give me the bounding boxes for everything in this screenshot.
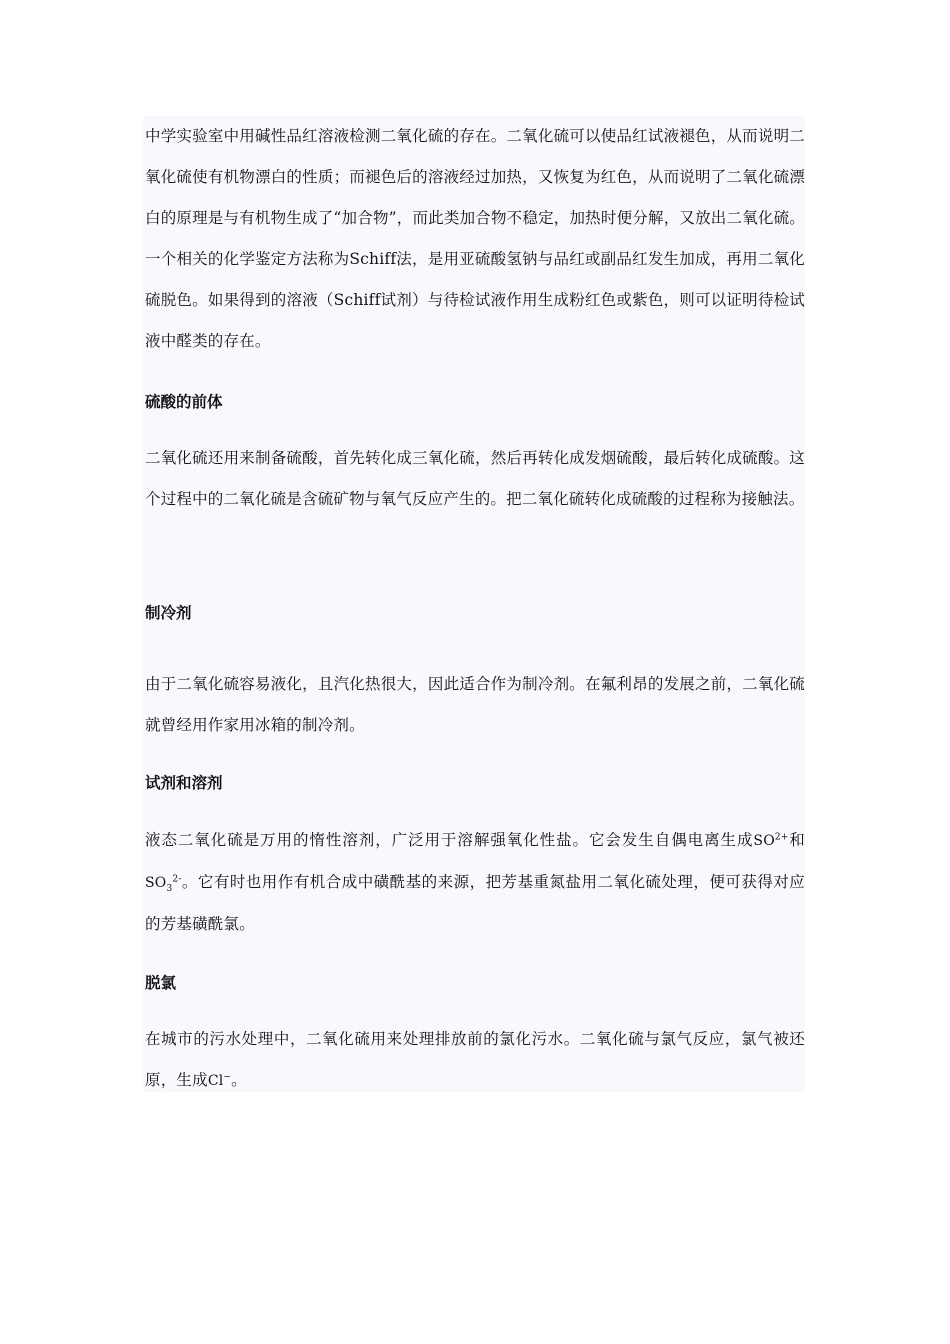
section-body-dechlorination — [145, 1019, 805, 1102]
and-word: 和 — [788, 831, 806, 849]
section-heading-reagent-and-solvent: 试剂和溶剂 — [145, 774, 223, 792]
chloride-ion-formula: Cl− — [207, 1072, 232, 1089]
dechlorination-text-part1: 在城市的污水处理中，二氧化硫用来处理排放前的氯化污水。二氧化硫与氯气反应，氯气被还原，生成 — [145, 1030, 805, 1089]
dechlorination-text-part2: 。 — [231, 1071, 247, 1089]
section-heading-refrigerant: 制冷剂 — [145, 604, 192, 622]
section-heading-dechlorination: 脱氯 — [145, 974, 177, 992]
intro-paragraph: 中学实验室中用碱性品红溶液检测二氧化硫的存在。二氧化硫可以使品红试液褪色，从而说明二氧化硫使有机物漂白的性质；而褪色后的溶液经过加热，又恢复为红色，从而说明了二氧化硫漂白的原理是与有机物生成了“加合物”，而此类加合物不稳定，加热时便分解，又放出二氧化硫。一个相关的化学鉴定方法称为Schiff法，是用亚硫酸氢钠与品红或副品红发生加成，再用二氧化硫脱色。如果得到的溶液（Schiff试剂）与待检试液作用生成粉红色或紫色，则可以证明待检试液中醛类的存在。 — [145, 127, 805, 350]
so-ion-formula: $SO^{2+}$ — [753, 832, 789, 849]
reagent-text-part1: 液态二氧化硫是万用的惰性溶剂，广泛用于溶解强氧化性盐。它会发生自偶电离生成 — [145, 831, 754, 849]
section-body-refrigerant: 由于二氧化硫容易液化，且汽化热很大，因此适合作为制冷剂。在氟利昂的发展之前，二氧化硫就曾经用作家用冰箱的制冷剂。 — [145, 675, 805, 734]
so3-ion-formula: $SO_3^{2-}$ — [145, 874, 182, 894]
section-heading-sulfuric-acid-precursor: 硫酸的前体 — [145, 393, 223, 411]
reagent-text-part2: 。它有时也用作有机合成中磺酰基的来源，把芳基重氮盐用二氧化硫处理，便可获得对应的芳基磺酰氯。 — [145, 873, 805, 933]
section-body-sulfuric-acid-precursor: 二氧化硫还用来制备硫酸，首先转化成三氧化硫，然后再转化成发烟硫酸，最后转化成硫酸。这个过程中的二氧化硫是含硫矿物与氧气反应产生的。把二氧化硫转化成硫酸的过程称为接触法。 — [145, 449, 805, 508]
section-body-reagent-and-solvent — [145, 820, 805, 945]
